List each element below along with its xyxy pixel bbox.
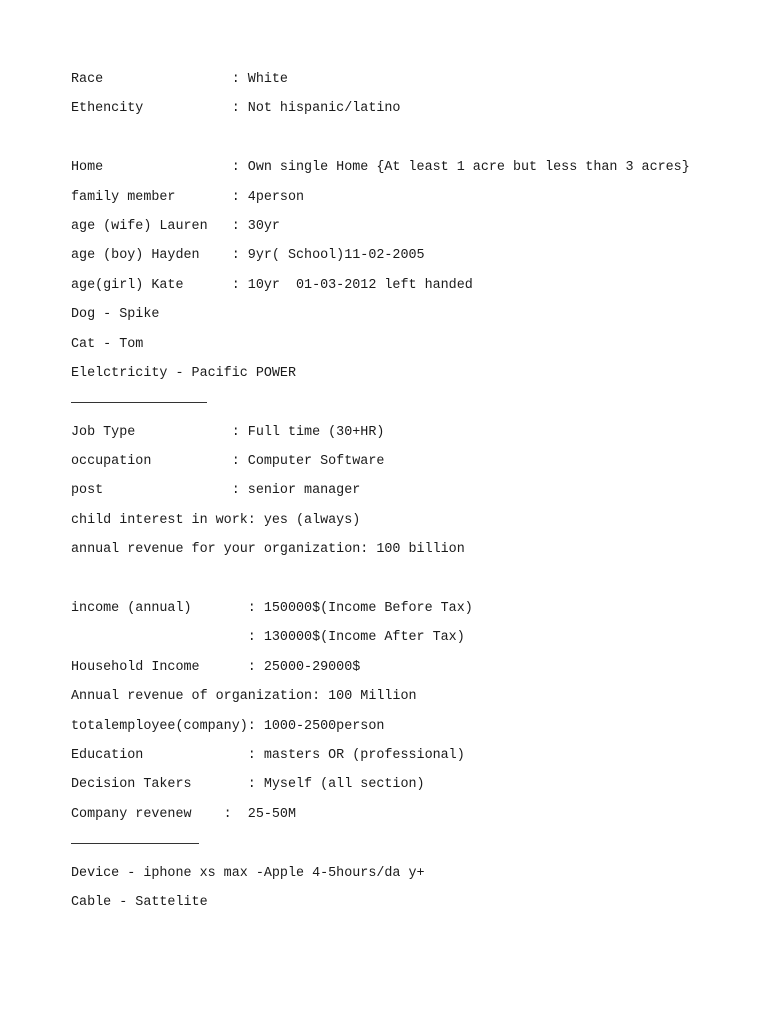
blank-line [71,130,751,159]
occupation-line: occupation : Computer Software [71,454,385,470]
child-interest-line: child interest in work: yes (always) [71,512,361,528]
home-line: Home : Own single Home {At least 1 acre but less than 3 acres} [71,160,690,176]
race-line: Race : White [71,72,288,87]
family-member-line: family member : 4person [71,189,305,205]
girl-age-line: age(girl) Kate : 10yr 01-03-2012 left handed [71,277,473,293]
company-revenue-line: Company revenew : 25-50M [71,806,296,822]
org-revenue-line: annual revenue for your organization: 100 billion [71,542,465,558]
cable-line: Cable - Sattelite [71,894,208,910]
wife-age-line: age (wife) Lauren : 30yr [71,218,280,234]
income-before-tax-line: income (annual) : 150000$(Income Before Tax) [71,601,473,617]
education-line: Education : masters OR (professional) [71,747,465,763]
annual-revenue-line: Annual revenue of organization: 100 Million [71,689,417,705]
dog-line: Dog - Spike [71,307,160,323]
section-separator [71,835,751,864]
horizontal-rule [71,402,207,403]
horizontal-rule [71,843,199,844]
household-income-line: Household Income : 25000-29000$ [71,659,361,675]
job-type-line: Job Type : Full time (30+HR) [71,424,385,440]
decision-takers-line: Decision Takers : Myself (all section) [71,777,425,793]
section-separator [71,394,751,423]
boy-age-line: age (boy) Hayden : 9yr( School)11-02-2005 [71,248,425,264]
cat-line: Cat - Tom [71,336,144,352]
device-line: Device - iphone xs max -Apple 4-5hours/da y+ [71,865,425,881]
post-line: post : senior manager [71,483,361,499]
document-body [71,71,751,923]
income-after-tax-line: : 130000$(Income After Tax) [71,630,465,646]
electricity-line: Elelctricity - Pacific POWER [71,365,296,381]
total-employee-line: totalemployee(company): 1000-2500person [71,718,385,734]
blank-line [71,571,751,600]
ethnicity-line: Ethencity : Not hispanic/latino [71,101,401,117]
